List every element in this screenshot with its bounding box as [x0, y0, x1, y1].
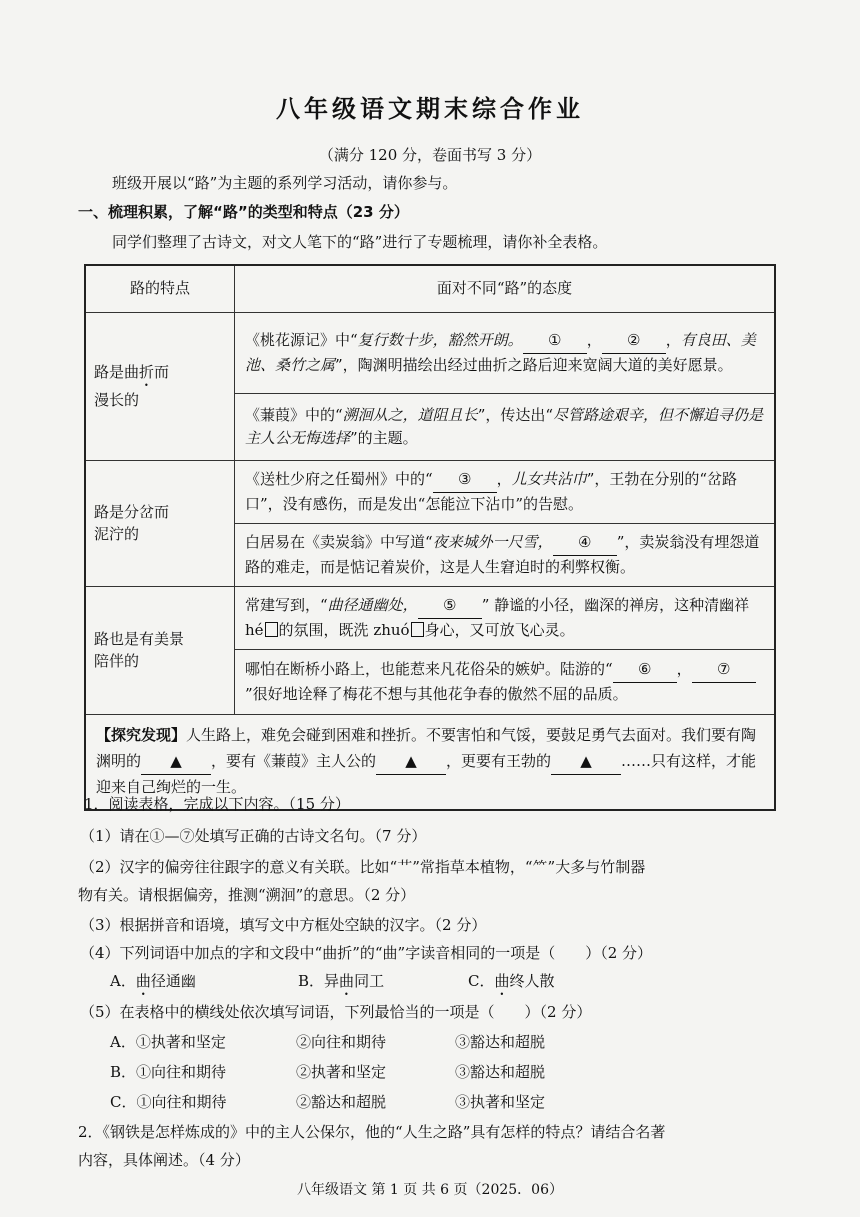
fill-blank-triangle[interactable]: ▲ — [376, 749, 446, 776]
option-b[interactable]: B．异曲同工 — [298, 972, 385, 990]
dotted-char: 折 — [139, 362, 155, 381]
section-description: 同学们整理了古诗文，对文人笔下的“路”进行了专题梳理，请你补全表格。 — [112, 233, 608, 251]
answer-blank-2[interactable]: ② — [602, 329, 666, 353]
fill-blank-triangle[interactable]: ▲ — [551, 749, 621, 776]
score-note: （满分 120 分，卷面书写 3 分） — [318, 146, 542, 164]
attitude-cell: 《蒹葭》中的“溯洄从之，道阻且长”，传达出“尽管路途艰辛，但不懈追寻仍是主人公无悔选择”的主题。 — [235, 394, 776, 461]
option-b-3: ③豁达和超脱 — [455, 1063, 546, 1081]
option-a[interactable]: A．①执著和坚定 — [110, 1033, 226, 1051]
attitude-cell: 《送杜少府之任蜀州》中的“ ③ ，儿女共沾巾”，王勃在分别的“岔路口”，没有感伤，而是发出“怎能泣下沾巾”的告慰。 — [235, 461, 776, 524]
question-1-1: （1）请在①—⑦处填写正确的古诗文名句。（7 分） — [80, 827, 427, 845]
option-a-2: ②向往和期待 — [296, 1033, 387, 1051]
question-1-5: （5）在表格中的横线处依次填写词语，下列最恰当的一项是（ ）（2 分） — [80, 1003, 592, 1021]
question-1-2-cont: 物有关。请根据偏旁，推测“溯洄”的意思。（2 分） — [78, 886, 416, 904]
table-header-row — [85, 265, 775, 313]
question-1-2: （2）汉字的偏旁往往跟字的意义有关联。比如“艹”常指草本植物，“⺮”大多与竹制器 — [80, 858, 646, 876]
answer-blank-7[interactable]: ⑦ — [692, 658, 756, 682]
option-b[interactable]: B．①向往和期待 — [110, 1063, 227, 1081]
answer-blank-6[interactable]: ⑥ — [613, 658, 677, 682]
option-c[interactable]: C．①向往和期待 — [110, 1093, 227, 1111]
answer-blank-3[interactable]: ③ — [433, 468, 497, 492]
char-box[interactable] — [265, 622, 278, 637]
header-feature: 路的特点 — [85, 265, 235, 313]
answer-blank-1[interactable]: ① — [523, 329, 587, 353]
question-1-3: （3）根据拼音和语境，填写文中方框处空缺的汉字。（2 分） — [80, 916, 487, 934]
option-c[interactable]: C．曲终人散 — [468, 972, 555, 990]
question-1: 1．阅读表格，完成以下内容。（15 分） — [84, 795, 350, 813]
section-heading: 一、梳理积累，了解“路”的类型和特点（23 分） — [78, 203, 409, 221]
table-row — [85, 313, 775, 394]
table-row — [85, 587, 775, 650]
feature-cell-scenic: 路也是有美景 陪伴的 — [85, 587, 235, 715]
option-a-3: ③豁达和超脱 — [455, 1033, 546, 1051]
option-c-3: ③执著和坚定 — [455, 1093, 546, 1111]
question-2-cont: 内容，具体阐述。（4 分） — [78, 1151, 250, 1169]
attitude-cell: 常建写到，“曲径通幽处， ⑤ ” 静谧的小径，幽深的禅房，这种清幽祥 hé 的氛围，既洗 zhuó 身心，又可放飞心灵。 — [235, 587, 776, 650]
option-a[interactable]: A．曲径通幽 — [110, 972, 196, 990]
fill-blank-triangle[interactable]: ▲ — [141, 749, 211, 776]
intro-text: 班级开展以“路”为主题的系列学习活动，请你参与。 — [112, 174, 458, 192]
answer-blank-5[interactable]: ⑤ — [418, 594, 482, 618]
option-b-2: ②执著和坚定 — [296, 1063, 387, 1081]
feature-cell-winding: 路是曲折而 漫长的 — [85, 313, 235, 461]
attitude-cell: 哪怕在断桥小路上，也能惹来凡花俗朵的嫉妒。陆游的“ ⑥ ， ⑦”很好地诠释了梅花不想与其他花争春的傲然不屈的品质。 — [235, 650, 776, 715]
option-c-2: ②豁达和超脱 — [296, 1093, 387, 1111]
feature-cell-forked: 路是分岔而 泥泞的 — [85, 461, 235, 587]
road-table — [84, 264, 776, 811]
table-row — [85, 461, 775, 524]
answer-blank-4[interactable]: ④ — [553, 531, 617, 555]
explore-findings: 【探究发现】人生路上，难免会碰到困难和挫折。不要害怕和气馁，要鼓足勇气去面对。我们要有陶渊明的 ▲ ，要有《蒹葭》主人公的 ▲ ，更要有王勃的 ▲ ……只有这样，才能迎来自己绚烂的一生。 — [85, 715, 775, 810]
char-box[interactable] — [411, 622, 424, 637]
page-footer: 八年级语文 第 1 页 共 6 页（2025．06） — [297, 1182, 563, 1198]
question-1-4: （4）下列词语中加点的字和文段中“曲折”的“曲”字读音相同的一项是（ ）（2 分） — [80, 944, 653, 962]
page-title: 八年级语文期末综合作业 — [276, 95, 584, 123]
header-attitude: 面对不同“路”的态度 — [235, 265, 776, 313]
attitude-cell: 白居易在《卖炭翁》中写道“夜来城外一尺雪， ④ ”，卖炭翁没有埋怨道路的难走，而是惦记着炭价，这是人生窘迫时的利弊权衡。 — [235, 524, 776, 587]
question-2: 2．《钢铁是怎样炼成的》中的主人公保尔，他的“人生之路”具有怎样的特点？请结合名著 — [78, 1123, 666, 1141]
attitude-cell: 《桃花源记》中“复行数十步，豁然开朗。 ① ， ② ，有良田、美池、桑竹之属”，陶渊明描绘出经过曲折之路后迎来宽阔大道的美好愿景。 — [235, 313, 776, 394]
